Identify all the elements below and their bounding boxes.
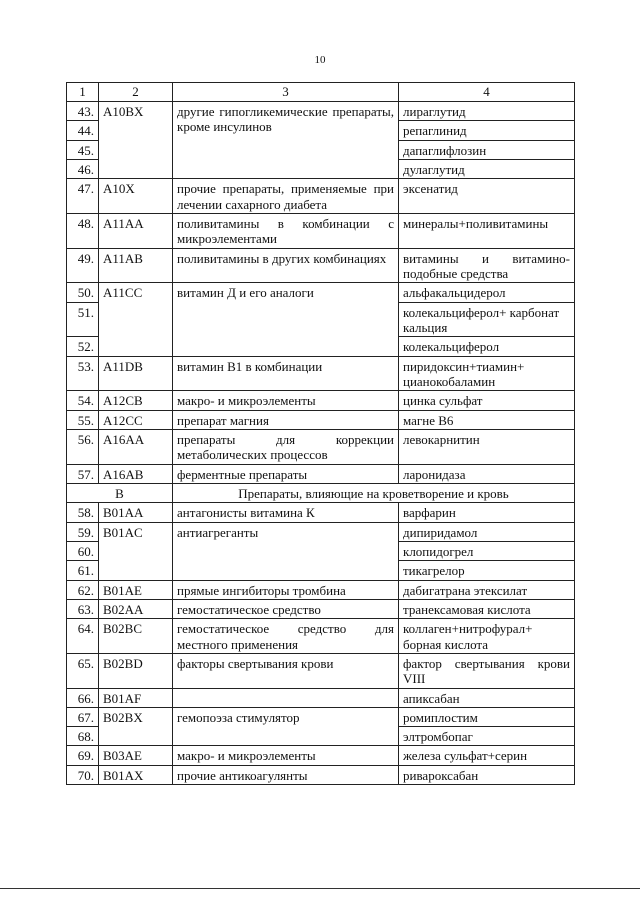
col-header-2: 2 xyxy=(99,83,173,102)
row-number: 55. xyxy=(67,410,99,429)
row-number: 65. xyxy=(67,653,99,688)
table-row xyxy=(67,580,575,599)
col-header-3: 3 xyxy=(173,83,399,102)
drug-name: цинка сульфат xyxy=(399,391,575,410)
row-number: 43. xyxy=(67,102,99,121)
page-bottom-rule xyxy=(0,888,640,889)
atc-code: A11AB xyxy=(99,248,173,283)
page-number: 10 xyxy=(314,54,326,66)
drug-name: лираглутид xyxy=(399,102,575,121)
drug-name: репаглинид xyxy=(399,121,575,140)
row-number: 59. xyxy=(67,522,99,541)
row-number: 68. xyxy=(67,727,99,746)
drug-name: ларонидаза xyxy=(399,464,575,483)
atc-code: A12CB xyxy=(99,391,173,410)
atc-code: B02BD xyxy=(99,653,173,688)
row-number: 70. xyxy=(67,765,99,784)
row-number: 56. xyxy=(67,429,99,464)
drug-name: минералы+поливитамины xyxy=(399,213,575,248)
drug-name: дипиридамол xyxy=(399,522,575,541)
atc-code: B02BX xyxy=(99,707,173,746)
col-header-4: 4 xyxy=(399,83,575,102)
table-row xyxy=(67,746,575,765)
drug-name: пиридоксин+тиамин+ цианокобаламин xyxy=(399,356,575,391)
drug-group xyxy=(173,688,399,707)
row-number: 53. xyxy=(67,356,99,391)
drug-name: апиксабан xyxy=(399,688,575,707)
table-header-row xyxy=(67,83,575,102)
table-row xyxy=(67,688,575,707)
table-row xyxy=(67,429,575,464)
drug-group: гемостатическое средство xyxy=(173,599,399,618)
drug-name: ривароксабан xyxy=(399,765,575,784)
row-number: 66. xyxy=(67,688,99,707)
row-number: 60. xyxy=(67,541,99,560)
table-row xyxy=(67,356,575,391)
atc-code: A10BX xyxy=(99,102,173,179)
atc-code: A10X xyxy=(99,179,173,214)
col-header-1: 1 xyxy=(67,83,99,102)
row-number: 69. xyxy=(67,746,99,765)
table-row xyxy=(67,619,575,654)
drug-group: препараты для коррекции метаболических процессов xyxy=(173,429,399,464)
row-number: 49. xyxy=(67,248,99,283)
table-row xyxy=(67,102,575,121)
drug-group: витамин Д и его аналоги xyxy=(173,283,399,356)
drug-name: клопидогрел xyxy=(399,541,575,560)
atc-code: B01AX xyxy=(99,765,173,784)
row-number: 50. xyxy=(67,283,99,302)
drug-group: антагонисты витамина К xyxy=(173,503,399,522)
drug-name: коллаген+нитрофурал+ борная кислота xyxy=(399,619,575,654)
table-row xyxy=(67,522,575,541)
row-number: 47. xyxy=(67,179,99,214)
drug-group: антиагреганты xyxy=(173,522,399,580)
drug-name: дабигатрана этексилат xyxy=(399,580,575,599)
atc-code: B02BC xyxy=(99,619,173,654)
table-row xyxy=(67,283,575,302)
section-title: Препараты, влияющие на кроветворение и кровь xyxy=(173,483,575,502)
drug-name: фактор свертывания крови VIII xyxy=(399,653,575,688)
row-number: 52. xyxy=(67,337,99,356)
row-number: 44. xyxy=(67,121,99,140)
drug-group: ферментные препараты xyxy=(173,464,399,483)
drug-name: ромиплостим xyxy=(399,707,575,726)
drug-group: прямые ингибиторы тромбина xyxy=(173,580,399,599)
drug-name: эксенатид xyxy=(399,179,575,214)
drug-group: прочие антикоагулянты xyxy=(173,765,399,784)
table-row xyxy=(67,391,575,410)
table-row xyxy=(67,179,575,214)
drug-group: гемостатическое средство для местного применения xyxy=(173,619,399,654)
row-number: 51. xyxy=(67,302,99,337)
atc-code: A11AA xyxy=(99,213,173,248)
atc-code: A12CC xyxy=(99,410,173,429)
drug-name: железа сульфат+серин xyxy=(399,746,575,765)
drug-name: варфарин xyxy=(399,503,575,522)
atc-code: B01AC xyxy=(99,522,173,580)
atc-code: A11CC xyxy=(99,283,173,356)
table-row xyxy=(67,410,575,429)
drug-group: другие гипогликемические препараты, кроме инсулинов xyxy=(173,102,399,179)
row-number: 67. xyxy=(67,707,99,726)
drug-group: поливитамины в комбинации с микроэлементами xyxy=(173,213,399,248)
row-number: 54. xyxy=(67,391,99,410)
atc-code: B01AE xyxy=(99,580,173,599)
row-number: 61. xyxy=(67,561,99,580)
drug-group: витамин В1 в комбинации xyxy=(173,356,399,391)
atc-code: A16AB xyxy=(99,464,173,483)
section-code: B xyxy=(67,483,173,502)
drug-name: дапаглифлозин xyxy=(399,140,575,159)
drug-name: магне В6 xyxy=(399,410,575,429)
drug-name: транексамовая кислота xyxy=(399,599,575,618)
table-row xyxy=(67,503,575,522)
row-number: 48. xyxy=(67,213,99,248)
drug-name: тикагрелор xyxy=(399,561,575,580)
row-number: 46. xyxy=(67,159,99,178)
drug-name: колекальциферол xyxy=(399,337,575,356)
row-number: 64. xyxy=(67,619,99,654)
atc-code: B02AA xyxy=(99,599,173,618)
row-number: 63. xyxy=(67,599,99,618)
row-number: 57. xyxy=(67,464,99,483)
drug-group: гемопоэза стимулятор xyxy=(173,707,399,746)
drug-name: колекальциферол+ карбонат кальция xyxy=(399,302,575,337)
drug-group: препарат магния xyxy=(173,410,399,429)
drug-name: альфакальцидерол xyxy=(399,283,575,302)
table-row xyxy=(67,464,575,483)
row-number: 58. xyxy=(67,503,99,522)
table-row xyxy=(67,765,575,784)
atc-code: B01AA xyxy=(99,503,173,522)
atc-code: A16AA xyxy=(99,429,173,464)
atc-code: B03AE xyxy=(99,746,173,765)
atc-code: B01AF xyxy=(99,688,173,707)
drug-name: левокарнитин xyxy=(399,429,575,464)
drug-name: элтромбопаг xyxy=(399,727,575,746)
drug-list-table xyxy=(66,82,575,785)
table-row xyxy=(67,599,575,618)
drug-name: дулаглутид xyxy=(399,159,575,178)
table-row xyxy=(67,213,575,248)
section-row xyxy=(67,483,575,502)
atc-code: A11DB xyxy=(99,356,173,391)
drug-group: прочие препараты, применяемые при лечении сахарного диабета xyxy=(173,179,399,214)
drug-group: поливитамины в других комбинациях xyxy=(173,248,399,283)
drug-name: витамины и витамино-подобные средства xyxy=(399,248,575,283)
row-number: 45. xyxy=(67,140,99,159)
drug-group: макро- и микроэлементы xyxy=(173,391,399,410)
table-row xyxy=(67,653,575,688)
table-row xyxy=(67,248,575,283)
drug-group: факторы свертывания крови xyxy=(173,653,399,688)
table-row xyxy=(67,707,575,726)
drug-group: макро- и микроэлементы xyxy=(173,746,399,765)
row-number: 62. xyxy=(67,580,99,599)
